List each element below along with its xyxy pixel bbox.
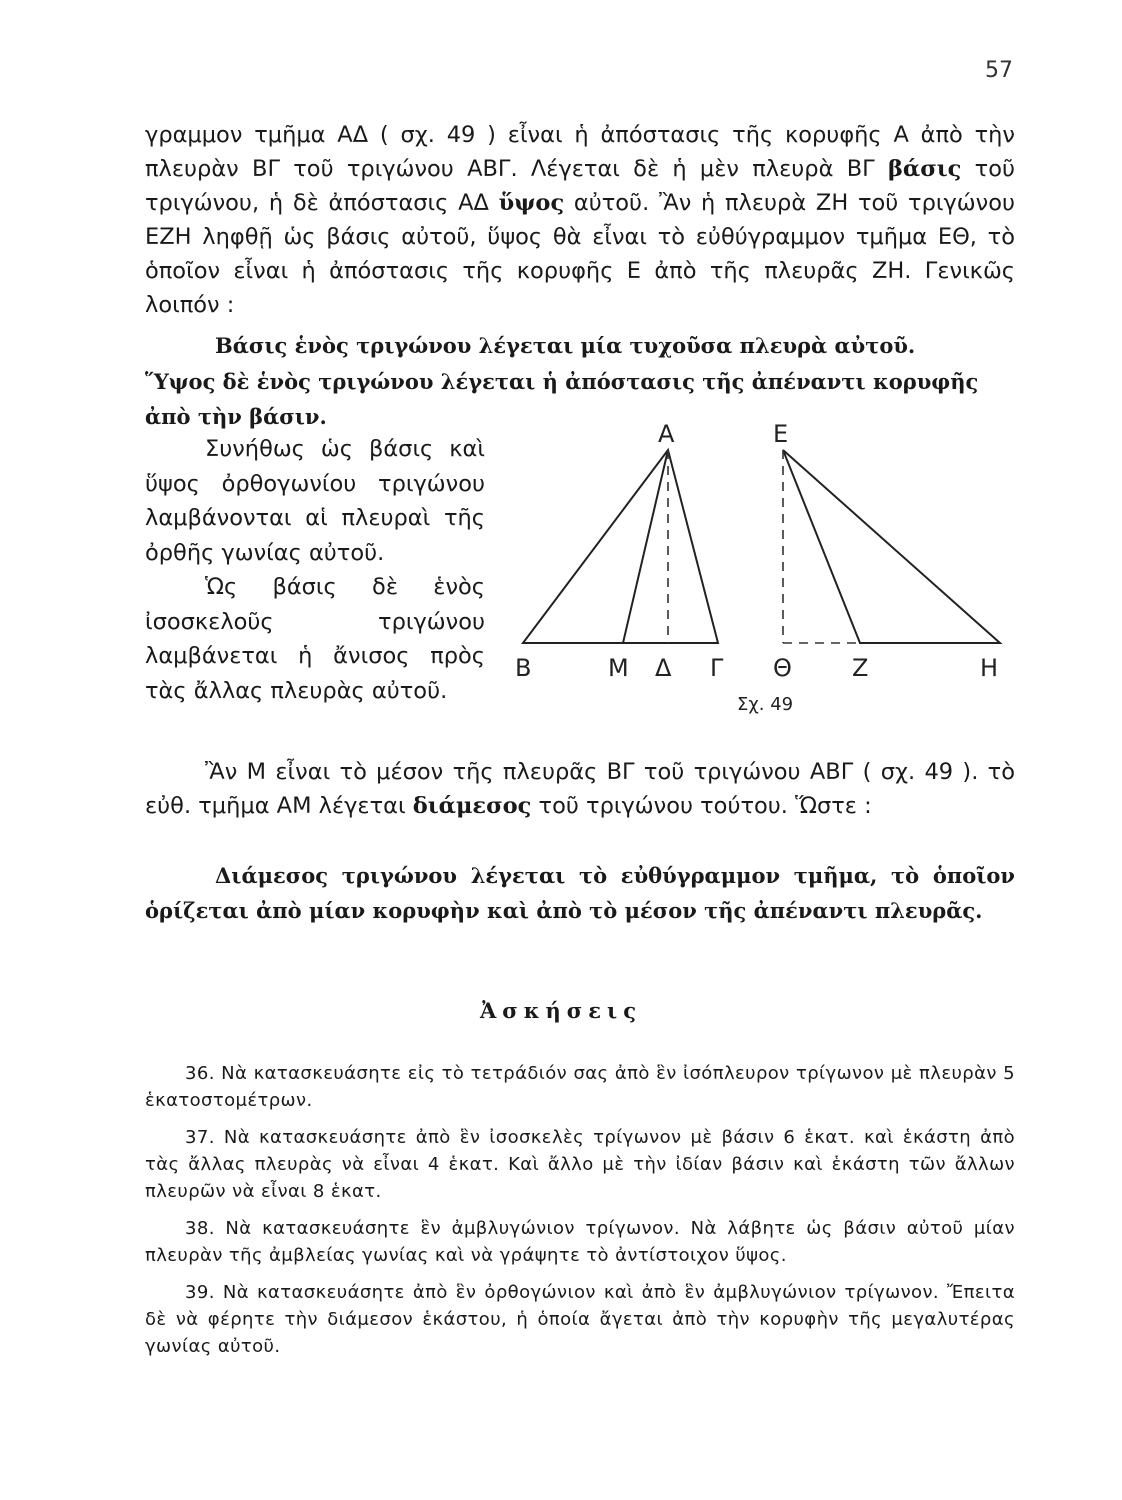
label-b: Β — [515, 654, 532, 682]
isosceles-note: Ὡς βάσις δὲ ἑνὸς ἰσοσκελοῦς τριγώνου λαμβάνεται ἡ ἄνισος πρὸς τὰς ἄλλας πλευρὰς αὐτοῦ. — [145, 574, 485, 704]
label-z: Ζ — [852, 654, 869, 682]
right-triangle-note: Συνήθως ὡς βάσις καὶ ὕψος ὀρθογωνίου τριγώνου λαμβάνονται αἱ πλευραὶ τῆς ὀρθῆς γωνίας αὐτοῦ. — [145, 436, 485, 566]
label-e: Ε — [773, 420, 789, 448]
definition-median: Διάμεσος τριγώνου λέγεται τὸ εὐθύγραμμον τμῆμα, τὸ ὁποῖον ὁρίζεται ἀπὸ μίαν κορυφὴν καὶ ἀπὸ τὸ μέσον τῆς ἀπέναντι πλευρᾶς. — [145, 863, 1015, 923]
keyword-base: βάσις — [887, 156, 962, 182]
intro-text-2: τοῦ τριγώνου, ἡ δὲ ἀπόστασις ΑΔ — [145, 156, 1015, 216]
exercise-38: 38. Νὰ κατασκευάσητε ἓν ἀμβλυγώνιον τρίγωνον. Νὰ λάβητε ὡς βάσιν αὐτοῦ μίαν πλευρὰν τῆς ἀμβλείας γωνίας καὶ νὰ γράψητε τὸ ἀντίστοιχον ὕψος. — [145, 1218, 1015, 1266]
intro-text-3: αὐτοῦ. Ἂν ἡ πλευρὰ ΖΗ τοῦ τριγώνου ΕΖΗ ληφθῇ ὡς βάσις αὐτοῦ, ὕψος θὰ εἶναι τὸ εὐθύγραμμον τμῆμα ΕΘ, τὸ ὁποῖον εἶναι ἡ ἀπόστασις τῆς κορυφῆς Ε ἀπὸ τῆς πλευρᾶς ΖΗ. Γενικῶς λοιπόν : — [145, 190, 1015, 318]
exercise-37: 37. Νὰ κατασκευάσητε ἀπὸ ἓν ἰσοσκελὲς τρίγωνον μὲ βάσιν 6 ἑκατ. καὶ ἑκάστη ἀπὸ τὰς ἄλλας πλευρὰς νὰ εἶναι 4 ἑκατ. Καὶ ἄλλο μὲ τὴν ἰδίαν βάσιν καὶ ἑκάστη τῶν ἄλλων πλευρῶν νὰ εἶναι 8 ἑκατ. — [145, 1127, 1015, 1202]
triangle-ezh — [783, 450, 1000, 643]
label-d: Δ — [655, 654, 672, 682]
keyword-height: ὕψος — [498, 190, 565, 216]
definition-base: Βάσις ἑνὸς τριγώνου λέγεται μία τυχοῦσα πλευρὰ αὐτοῦ. — [215, 333, 916, 358]
intro-paragraph — [145, 118, 1015, 322]
left-column-text — [145, 432, 485, 708]
label-th: Θ — [773, 654, 792, 682]
figure-49 — [505, 410, 1020, 750]
median-paragraph — [145, 755, 1015, 823]
median-text-2: τοῦ τριγώνου τούτου. Ὥστε : — [531, 793, 872, 819]
label-m: Μ — [608, 654, 629, 682]
exercise-36: 36. Νὰ κατασκευάσητε εἰς τὸ τετράδιόν σας ἀπὸ ἓν ἰσόπλευρον τρίγωνον μὲ πλευρὰν 5 ἑκατοστομέτρων. — [145, 1063, 1015, 1111]
triangle-diagram — [505, 410, 1020, 750]
keyword-median: διάμεσος — [412, 793, 532, 819]
figure-caption: Σχ. 49 — [737, 694, 794, 715]
label-g: Γ — [710, 654, 724, 682]
label-a: Α — [658, 420, 675, 448]
page-number: 57 — [985, 58, 1013, 83]
median-text-1: Ἂν Μ εἶναι τὸ μέσον τῆς πλευρᾶς ΒΓ τοῦ τριγώνου ΑΒΓ ( σχ. 49 ). τὸ εὐθ. τμῆμα ΑΜ λέγεται — [145, 759, 1015, 819]
exercises-heading: Ἀσκήσεις — [480, 998, 642, 1023]
exercise-39: 39. Νὰ κατασκευάσητε ἀπὸ ἓν ὀρθογώνιον καὶ ἀπὸ ἓν ἀμβλυγώνιον τρίγωνον. Ἔπειτα δὲ νὰ φέρητε τὴν διάμεσον ἑκάστου, ἡ ὁποία ἄγεται ἀπὸ τὴν κορυφὴν τῆς μεγαλυτέρας γωνίας αὐτοῦ. — [145, 1282, 1015, 1357]
triangle-abg — [523, 450, 718, 643]
definition-height: Ὕψος δὲ ἑνὸς τριγώνου λέγεται ἡ ἀπόστασις τῆς ἀπέναντι κορυφῆς ἀπὸ τὴν βάσιν. — [145, 369, 979, 429]
label-h: Η — [980, 654, 999, 682]
exercises-list — [145, 1060, 1015, 1370]
intro-text-1: γραμμον τμῆμα ΑΔ ( σχ. 49 ) εἶναι ἡ ἀπόστασις τῆς κορυφῆς Α ἀπὸ τὴν πλευρὰν ΒΓ τοῦ τριγώνου ΑΒΓ. Λέγεται δὲ ἡ μὲν πλευρὰ ΒΓ — [145, 122, 1015, 182]
